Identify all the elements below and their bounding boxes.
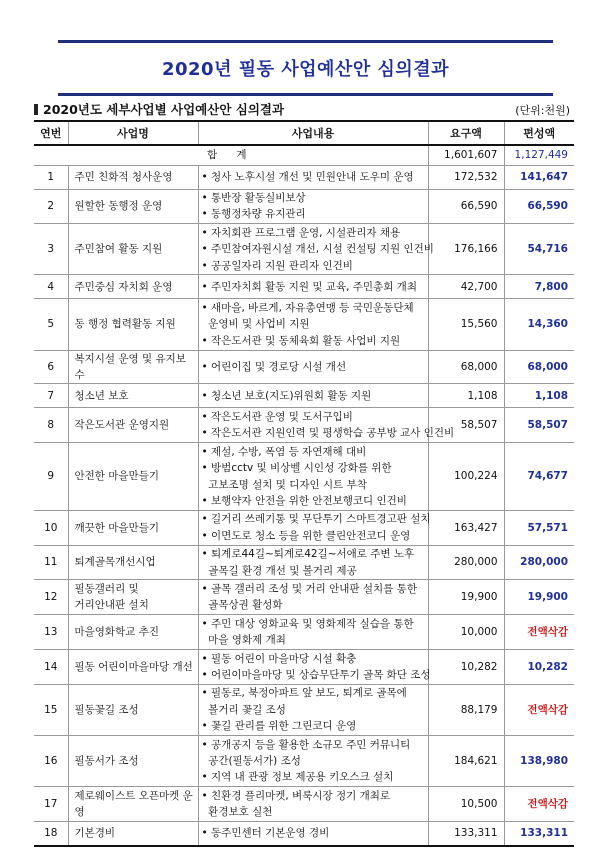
row-number: 8 (34, 408, 68, 443)
requested-amount: 19,900 (428, 580, 504, 615)
content-line: • 골목 갤러리 조성 및 거리 안내판 설치를 통한 (201, 582, 417, 595)
final-amount: 133,311 (504, 822, 574, 846)
content-line: • 새마을, 바르게, 자유총연맹 등 국민운동단체 (201, 301, 414, 314)
row-number: 2 (34, 189, 68, 224)
project-content (198, 224, 434, 275)
content-line: 골목상권 활성화 (201, 599, 283, 612)
row-number: 9 (34, 443, 68, 511)
content-line: • 통반장 활동실비보상 (201, 191, 306, 204)
content-line: • 작은도서관 지원인력 및 평생학습 공부방 교사 인건비 (201, 427, 455, 440)
content-line: • 주민 대상 영화교육 및 영화제작 실습을 통한 (201, 617, 414, 630)
row-number: 10 (34, 510, 68, 545)
table-row (34, 350, 574, 384)
requested-amount: 58,507 (428, 408, 504, 443)
project-content (198, 580, 428, 615)
content-line: • 이면도로 청소 등을 위한 클린안전코디 운영 (201, 529, 411, 542)
project-name: 작은도서관 운영지원 (68, 408, 198, 443)
page-title-box (58, 40, 553, 96)
final-amount: 141,647 (504, 165, 574, 189)
project-content (198, 615, 428, 650)
final-amount: 280,000 (504, 545, 574, 580)
project-content (198, 787, 428, 822)
table-row (34, 165, 574, 189)
table-row (34, 384, 574, 408)
row-number: 1 (34, 165, 68, 189)
requested-amount: 42,700 (428, 275, 504, 299)
content-line: • 청소년 보호(지도)위원회 활동 지원 (201, 389, 372, 402)
final-amount: 66,590 (504, 189, 574, 224)
requested-amount: 10,500 (428, 787, 504, 822)
content-line: 운영비 및 사업비 지원 (201, 318, 310, 331)
row-number: 13 (34, 615, 68, 650)
project-content (198, 384, 428, 408)
table-row (34, 189, 574, 224)
requested-amount: 1,108 (428, 384, 504, 408)
section-marker-icon (34, 104, 38, 115)
table-row (34, 736, 574, 787)
table-row (34, 787, 574, 822)
requested-amount: 100,224 (428, 443, 504, 511)
project-content (198, 299, 428, 350)
project-name: 청소년 보호 (68, 384, 198, 408)
project-name: 주민참여 활동 지원 (68, 224, 198, 275)
content-line: • 친환경 플리마켓, 벼룩시장 정기 개최로 (201, 789, 391, 802)
requested-amount: 15,560 (428, 299, 504, 350)
final-amount: 14,360 (504, 299, 574, 350)
content-line: 공간(필동서가) 조성 (201, 754, 301, 767)
project-content (198, 408, 455, 443)
total-row (34, 145, 574, 165)
table-row (34, 684, 574, 735)
section-subtitle (34, 100, 284, 118)
requested-amount: 68,000 (428, 350, 504, 384)
content-line: • 필동 어린이 마을마당 시설 확충 (201, 652, 357, 665)
content-line: 볼거리 꽃길 조성 (201, 703, 286, 716)
final-amount: 19,900 (504, 580, 574, 615)
requested-amount: 88,179 (428, 684, 504, 735)
row-number: 12 (34, 580, 68, 615)
table-row (34, 443, 574, 511)
content-line: • 어린이집 및 경로당 시설 개선 (201, 360, 347, 373)
final-amount: 전액삭감 (504, 684, 574, 735)
content-line: • 꽃길 관리를 위한 그린코디 운영 (201, 720, 357, 733)
content-line: • 공공일자리 지원 관리자 인건비 (201, 259, 353, 272)
table-row (34, 224, 574, 275)
project-name: 마을영화학교 추진 (68, 615, 198, 650)
project-content (198, 275, 428, 299)
budget-table (34, 120, 574, 847)
final-amount: 7,800 (504, 275, 574, 299)
content-line: • 자치회관 프로그램 운영, 시설관리자 채용 (201, 226, 401, 239)
row-number: 14 (34, 650, 68, 685)
project-name: 동 행정 협력활동 지원 (68, 299, 198, 350)
content-line: 환경보호 실천 (201, 806, 273, 819)
content-line: • 동주민센터 기본운영 경비 (201, 827, 330, 840)
project-name: 원할한 동행정 운영 (68, 189, 198, 224)
content-line: • 작은도서관 및 동체육회 활동 사업비 지원 (201, 334, 401, 347)
project-name: 복지시설 운영 및 유지보수 (68, 350, 198, 384)
final-amount: 57,571 (504, 510, 574, 545)
content-line: 마을 영화제 개최 (201, 634, 286, 647)
header-final: 편성액 (504, 121, 574, 145)
table-row (34, 822, 574, 846)
table-row (34, 299, 574, 350)
requested-amount: 66,590 (428, 189, 504, 224)
project-name: 안전한 마을만들기 (68, 443, 198, 511)
header-requested: 요구액 (428, 121, 504, 145)
row-number: 17 (34, 787, 68, 822)
header-name: 사업명 (68, 121, 198, 145)
content-line: • 퇴계로44길~퇴계로42길~서애로 주변 노후 (201, 548, 415, 561)
content-line: • 지역 내 관광 정보 제공용 키오스크 설치 (201, 771, 394, 784)
table-header-row (34, 121, 574, 145)
project-name: 필동 어린이마을마당 개선 (68, 650, 198, 685)
table-row (34, 580, 574, 615)
project-name: 깨끗한 마을만들기 (68, 510, 198, 545)
row-number: 16 (34, 736, 68, 787)
final-amount: 138,980 (504, 736, 574, 787)
content-line: • 동행정차량 유지관리 (201, 208, 306, 221)
content-line: • 공개공지 등을 활용한 소규모 주민 커뮤니티 (201, 738, 411, 751)
final-amount: 54,716 (504, 224, 574, 275)
content-line: • 필동로, 북정아파트 앞 보도, 퇴계로 골목에 (201, 687, 407, 700)
project-content (198, 189, 428, 224)
content-line: • 어린이마을마당 및 상습무단투기 골목 화단 조성 (201, 668, 431, 681)
requested-amount: 172,532 (428, 165, 504, 189)
row-number: 6 (34, 350, 68, 384)
header-no: 연번 (34, 121, 68, 145)
row-number: 15 (34, 684, 68, 735)
content-line: • 주민자치회 활동 지원 및 교육, 주민총회 개최 (201, 280, 417, 293)
table-row (34, 510, 574, 545)
content-line: • 제설, 수방, 폭염 등 자연재해 대비 (201, 445, 367, 458)
requested-amount: 133,311 (428, 822, 504, 846)
requested-amount: 10,000 (428, 615, 504, 650)
content-line: • 길거리 쓰레기통 및 무단투기 스마트경고판 설치 (201, 513, 431, 526)
final-amount: 1,108 (504, 384, 574, 408)
final-amount: 58,507 (504, 408, 574, 443)
header-content: 사업내용 (198, 121, 428, 145)
content-line: • 보행약자 안전을 위한 안전보행코디 인건비 (201, 494, 407, 507)
content-line: • 주민참여자원시설 개선, 시설 컨설팅 지원 인건비 (201, 243, 434, 256)
content-line: 고보조명 설치 및 디자인 시트 부착 (201, 478, 367, 491)
table-row (34, 650, 574, 685)
project-content (198, 822, 428, 846)
content-line: • 방범cctv 및 비상벨 시인성 강화를 위한 (201, 462, 392, 475)
project-name: 퇴계골목개선시업 (68, 545, 198, 580)
total-label: 합 계 (34, 145, 428, 165)
project-content (198, 650, 431, 685)
content-line: 골목길 환경 개선 및 볼거리 제공 (201, 564, 357, 577)
project-content (198, 165, 428, 189)
page-title: 2020년 필동 사업예산안 심의결과 (161, 59, 450, 80)
project-content (198, 545, 428, 580)
final-amount: 전액삭감 (504, 787, 574, 822)
project-content (198, 510, 431, 545)
project-content (198, 350, 428, 384)
row-number: 18 (34, 822, 68, 846)
project-name: 기본경비 (68, 822, 198, 846)
project-content (198, 684, 428, 735)
row-number: 7 (34, 384, 68, 408)
project-content (198, 736, 428, 787)
project-name: 필동꽃길 조성 (68, 684, 198, 735)
final-amount: 68,000 (504, 350, 574, 384)
project-name: 주민중심 자치회 운영 (68, 275, 198, 299)
table-row (34, 615, 574, 650)
project-name: 필동서가 조성 (68, 736, 198, 787)
final-amount: 74,677 (504, 443, 574, 511)
row-number: 5 (34, 299, 68, 350)
content-line: • 작은도서관 운영 및 도서구입비 (201, 410, 353, 423)
total-requested: 1,601,607 (428, 145, 504, 165)
requested-amount: 280,000 (428, 545, 504, 580)
project-name: 제로웨이스트 오픈마켓 운영 (68, 787, 198, 822)
content-line: • 청사 노후시설 개선 및 민원안내 도우미 운영 (201, 170, 414, 183)
requested-amount: 184,621 (428, 736, 504, 787)
subtitle-text: 2020년도 세부사업별 사업예산안 심의결과 (43, 102, 285, 117)
project-name: 필동갤러리 및 거리안내판 설치 (68, 580, 198, 615)
row-number: 4 (34, 275, 68, 299)
table-row (34, 545, 574, 580)
row-number: 11 (34, 545, 68, 580)
project-name: 주민 친화적 청사운영 (68, 165, 198, 189)
unit-label: (단위:천원) (515, 104, 570, 117)
project-content (198, 443, 428, 511)
table-row (34, 408, 574, 443)
requested-amount: 163,427 (428, 510, 504, 545)
final-amount: 전액삭감 (504, 615, 574, 650)
table-row (34, 275, 574, 299)
row-number: 3 (34, 224, 68, 275)
final-amount: 10,282 (504, 650, 574, 685)
requested-amount: 176,166 (428, 224, 504, 275)
total-final: 1,127,449 (504, 145, 574, 165)
requested-amount: 10,282 (428, 650, 504, 685)
